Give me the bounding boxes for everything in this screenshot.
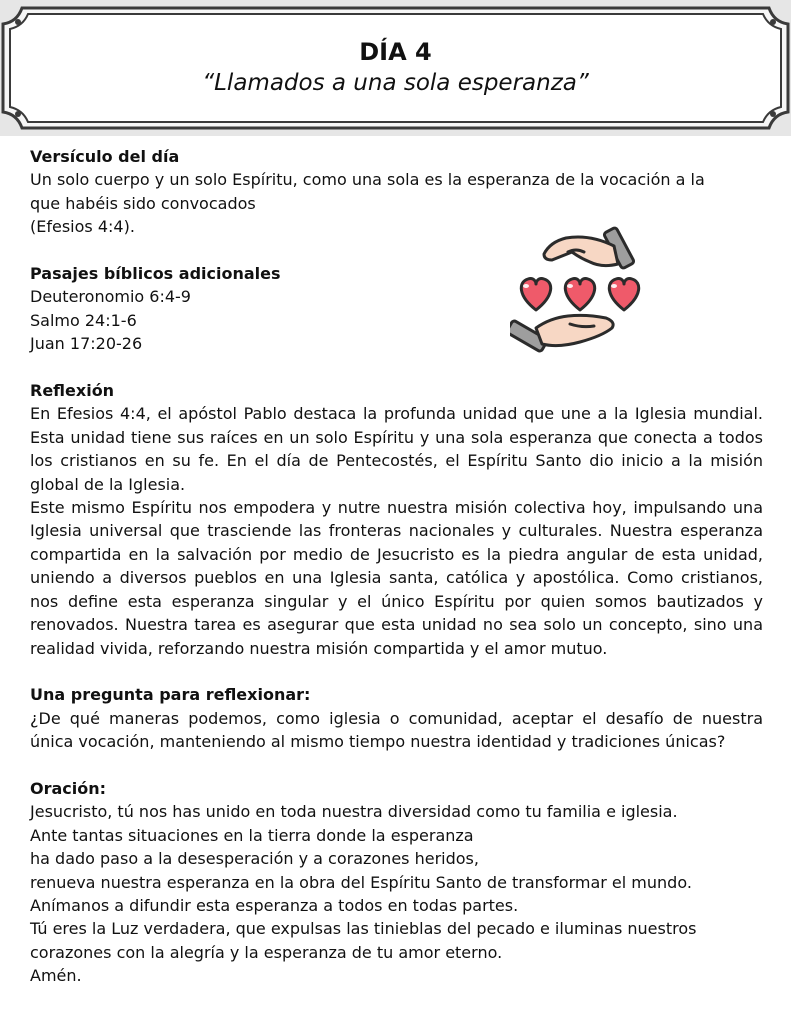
verse-reference: (Efesios 4:4).: [30, 217, 135, 237]
question-heading: Una pregunta para reflexionar:: [30, 685, 311, 705]
question-text: ¿De qué maneras podemos, como iglesia o comunidad, aceptar el desafío de nuestra única vocación, manteniendo al mismo tiempo nuestra identidad y tradiciones únicas?: [30, 708, 763, 752]
verse-line: Un solo cuerpo y un solo Espíritu, como una sola es la esperanza de la vocación a la: [30, 170, 705, 190]
passage-item: Deuteronomio 6:4-9: [30, 287, 191, 307]
title-banner: [0, 0, 791, 136]
reflection-heading: Reflexión: [30, 381, 115, 401]
passage-item: Salmo 24:1-6: [30, 310, 137, 330]
passage-item: Juan 17:20-26: [30, 334, 143, 354]
reflection-paragraph: Este mismo Espíritu nos empodera y nutre nuestra misión colectiva hoy, impulsando una Iglesia universal que trasciende las fronteras nacionales y culturales. Nuestra esperanza compartida en la salvación por medio de Jesucristo es la piedra angular de esta unidad, uniendo a diversos pueblos en una Iglesia santa, católica y apostólica. Como cristianos, nos define esta esperanza singular y el único Espíritu por quien somos bautizados y renovados. Nuestra tarea es asegurar que esta unidad no sea solo un concepto, sino una realidad vivida, reforzando nuestra misión compartida y el amor mutuo.: [30, 498, 763, 658]
prayer-line: Ante tantas situaciones en la tierra donde la esperanza: [30, 825, 474, 845]
ornate-frame: [0, 0, 791, 136]
prayer-line: Tú eres la Luz verdadera, que expulsas las tinieblas del pecado e iluminas nuestros: [30, 919, 697, 939]
passages-heading: Pasajes bíblicos adicionales: [30, 264, 281, 284]
prayer-line: ha dado paso a la desesperación y a corazones heridos,: [30, 849, 479, 869]
prayer-line: Jesucristo, tú nos has unido en toda nuestra diversidad como tu familia e iglesia.: [30, 802, 678, 822]
page-subtitle: “Llamados a una sola esperanza”: [202, 70, 589, 96]
prayer-line: corazones con la alegría y la esperanza de tu amor eterno.: [30, 942, 503, 962]
prayer-line: Anímanos a difundir esta esperanza a todos en todas partes.: [30, 895, 519, 915]
devotional-content: [30, 145, 763, 988]
prayer-line: renueva nuestra esperanza en la obra del Espíritu Santo de transformar el mundo.: [30, 872, 692, 892]
verse-line: que habéis sido convocados: [30, 193, 256, 213]
prayer-heading: Oración:: [30, 778, 107, 798]
page-title: DÍA 4: [359, 38, 432, 66]
prayer-amen: Amén.: [30, 966, 82, 986]
reflection-paragraph: En Efesios 4:4, el apóstol Pablo destaca la profunda unidad que une a la Iglesia mundial. Esta unidad tiene sus raíces en un solo Espíritu y una sola esperanza que conecta a todos los cristianos en su fe. En el día de Pentecostés, el Espíritu Santo dio inicio a la misión global de la Iglesia.: [30, 404, 763, 494]
verse-heading: Versículo del día: [30, 147, 180, 166]
